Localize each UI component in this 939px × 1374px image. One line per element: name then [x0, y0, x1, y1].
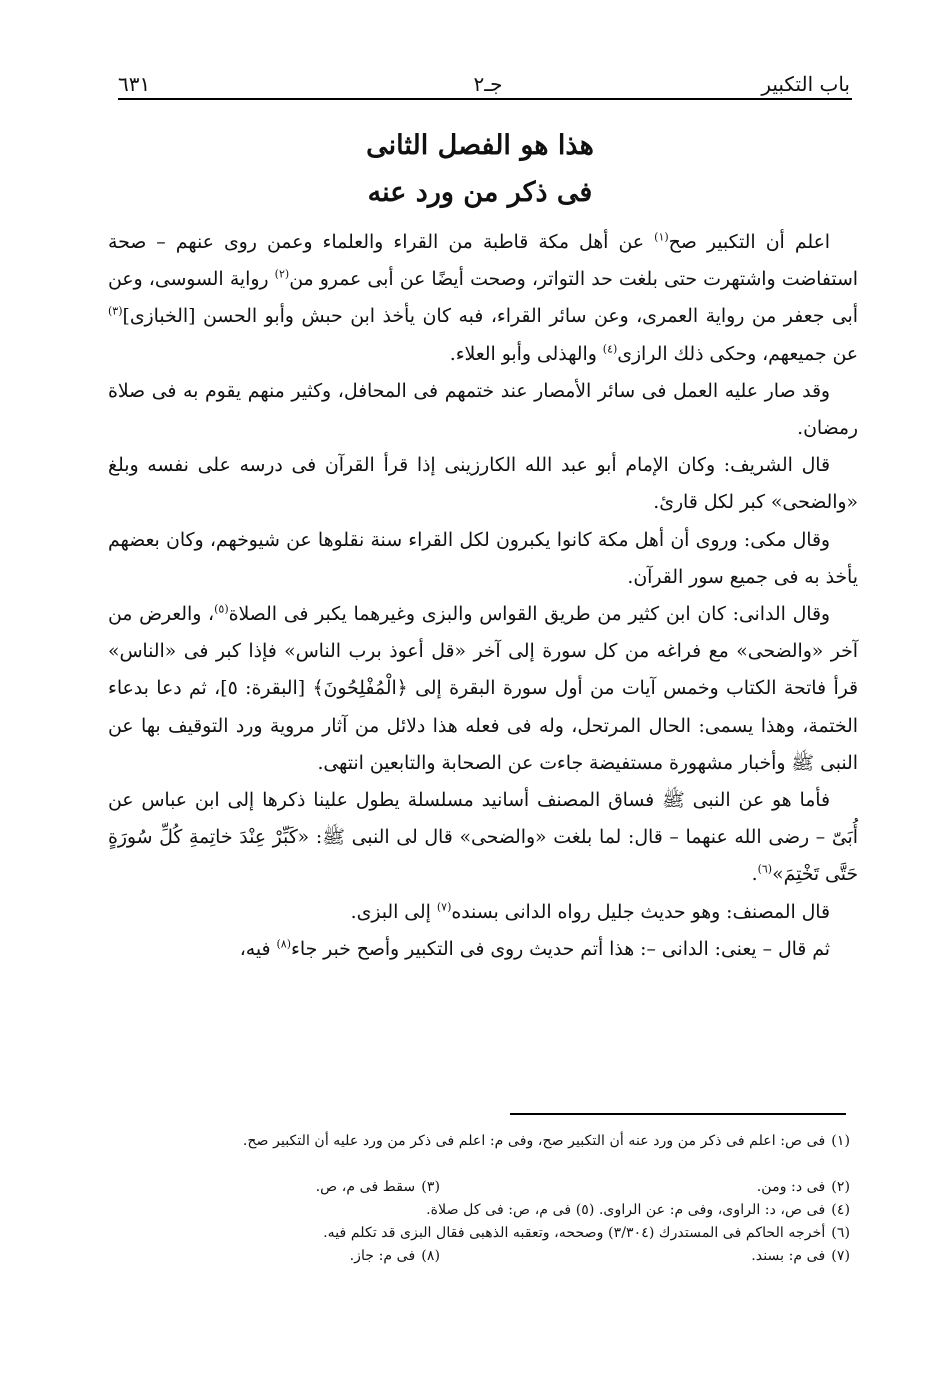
- footnote-ref: (٤): [602, 342, 618, 356]
- running-header: [118, 58, 850, 98]
- paragraph-text: عن أهل مكة قاطبة من القراء والعلماء وعمن روى عنهم – صحة استفاضت واشتهرت حتى بلغت حد التواتر، وصحت أيضًا عن أبى عمرو من: [108, 232, 858, 291]
- footnote-number: (٧): [831, 1248, 850, 1264]
- footnote: [757, 1176, 850, 1199]
- paragraph-text: عن جميعهم، وحكى ذلك الرازى: [617, 343, 858, 365]
- footnote-ref: (٣): [108, 305, 123, 319]
- footnote-row: [120, 1222, 850, 1245]
- paragraph-text: ، والعرض من آخر «والضحى» مع فراغه من كل سورة إلى آخر «قل أعوذ برب الناس» فإذا كبر فى «الناس» قرأ فاتحة الكتاب وخمس آيات من أول سورة البقرة إلى ﴿الْمُفْلِحُونَ﴾ [البقرة: ٥]، ثم دعا بدعاء الختمة، وهذا يسمى: الحال المرتحل، وله فى فعله هذا دلائل من آثار مروية ورد التوقيف بها عن النبى ﷺ وأخبار مشهورة مستفيضة جاءت عن الصحابة والتابعين انتهى.: [108, 604, 858, 774]
- footnote-text: فى م: بسند.: [751, 1248, 826, 1264]
- footnote-ref: (١): [654, 230, 669, 244]
- main-text: [108, 224, 858, 968]
- footnotes: [120, 1130, 850, 1268]
- footnote-row: [120, 1130, 850, 1176]
- footnote-text: فى م: جاز.: [349, 1248, 416, 1264]
- chapter-title: باب التكبير: [761, 72, 850, 96]
- paragraph-text: .: [751, 864, 758, 886]
- paragraph-text: وقال الدانى: كان ابن كثير من طريق القواس والبزى وغيرهما يكبر فى الصلاة: [228, 604, 830, 626]
- paragraph-text: إلى البزى.: [350, 901, 437, 923]
- header-divider: [118, 98, 852, 100]
- footnote-ref: (٢): [274, 267, 290, 281]
- footnote-number: (١): [831, 1133, 850, 1149]
- footnote: [120, 1130, 850, 1153]
- footnote-number: (٢): [831, 1179, 850, 1195]
- footnote: [316, 1176, 440, 1199]
- footnote: [350, 1245, 440, 1268]
- footnote-row: [120, 1199, 850, 1222]
- footnote-ref: (٥): [214, 602, 229, 616]
- paragraph: [108, 224, 858, 373]
- paragraph-text: وقال مكى: وروى أن أهل مكة كانوا يكبرون لكل القراء سنة نقلوها عن شيوخهم، وكان بعضهم يأخذ به فى جميع سور القرآن.: [108, 529, 858, 588]
- footnote-row: [120, 1245, 850, 1268]
- paragraph-text: فأما هو عن النبى ﷺ فساق المصنف أسانيد مسلسلة يطول علينا ذكرها إلى ابن عباس عن أُبَىّ – رضى الله عنهما – قال: لما بلغت «والضحى» قال لى النبى ﷺ: «كَبِّرْ عِنْدَ خاتِمةِ كُلِّ سُورَةٍ حَتَّى تَخْتِمَ»: [108, 790, 858, 886]
- paragraph-text: فيه،: [239, 938, 277, 960]
- paragraph: [108, 931, 858, 968]
- footnote: [751, 1245, 850, 1268]
- paragraph: [108, 522, 858, 596]
- paragraph-text: قال المصنف: وهو حديث جليل رواه الدانى بسنده: [451, 901, 830, 923]
- page-number: ٦٣١: [118, 72, 151, 96]
- footnote: [323, 1222, 850, 1245]
- footnote-row: [120, 1176, 850, 1199]
- paragraph-text: وقد صار عليه العمل فى سائر الأمصار عند ختمهم فى المحافل، وكثير منهم يقوم به فى صلاة رمضان.: [108, 380, 858, 440]
- paragraph: [108, 596, 858, 782]
- paragraph-text: اعلم أن التكبير صح: [668, 232, 830, 253]
- section-subtitle: فى ذكر من ورد عنه: [367, 177, 593, 208]
- paragraph: [108, 373, 858, 447]
- footnote: [426, 1199, 850, 1222]
- footnote-number: (٣): [421, 1179, 440, 1195]
- footnote-ref: (٧): [436, 900, 452, 914]
- paragraph-text: ثم قال – يعنى: الدانى –: هذا أتم حديث روى فى التكبير وأصح خبر جاء: [291, 938, 830, 960]
- paragraph: [108, 447, 858, 521]
- footnote-number: (٦): [831, 1225, 850, 1241]
- volume-number: جـ٢: [473, 72, 503, 96]
- paragraph-text: قال الشريف: وكان الإمام أبو عبد الله الكارزينى إذا قرأ القرآن فى درسه على نفسه وبلغ «والضحى» كبر لكل قارئ.: [108, 455, 858, 514]
- paragraph-text: والهذلى وأبو العلاء.: [449, 343, 603, 365]
- footnote-text: فى ص، د: الراوى، وفى م: عن الراوى. (٥) فى م، ص: فى كل صلاة.: [426, 1202, 826, 1218]
- footnote-text: سقط فى م، ص.: [315, 1179, 416, 1195]
- footnote-text: أخرجه الحاكم فى المستدرك (٣/٣٠٤) وصححه، وتعقبه الذهبى فقال البزى قد تكلم فيه.: [323, 1225, 826, 1241]
- paragraph: [108, 894, 858, 931]
- footnote-ref: (٨): [276, 937, 292, 951]
- footnote-number: (٤): [831, 1202, 850, 1218]
- footnote-number: (٨): [421, 1248, 440, 1264]
- paragraph: [108, 782, 858, 894]
- paragraph-text: رواية السوسى، وعن أبى جعفر من رواية العمرى، وعن سائر القراء، فبه كان يأخذ ابن حبش وأبو الحسن [الخبازى]: [108, 269, 858, 328]
- section-title: هذا هو الفصل الثانى: [366, 130, 594, 161]
- footnote-text: فى د: ومن.: [756, 1179, 826, 1195]
- footnote-text: فى ص: اعلم فى ذكر من ورد عنه أن التكبير صح، وفى م: اعلم فى ذكر من ورد عليه أن التكبير صح.: [242, 1133, 826, 1149]
- footnote-divider: [510, 1113, 846, 1115]
- footnote-ref: (٦): [757, 863, 773, 877]
